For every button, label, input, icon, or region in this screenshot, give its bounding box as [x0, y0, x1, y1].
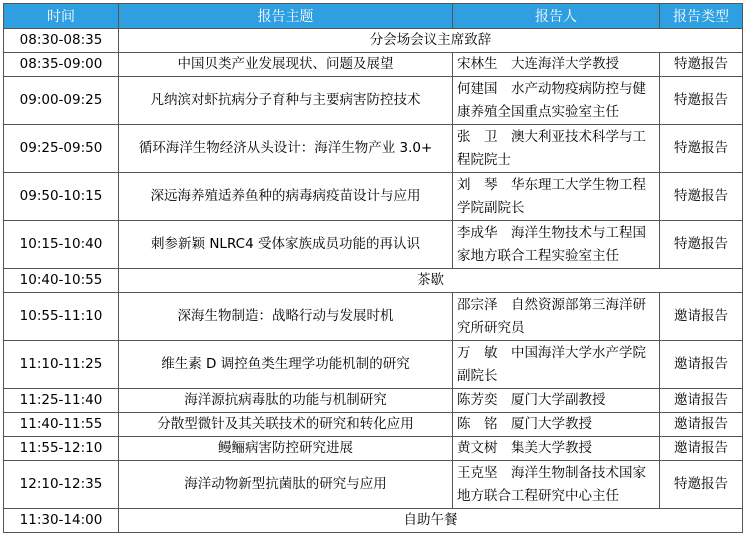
type-cell: 邀请报告: [660, 389, 743, 413]
table-row: [4, 221, 743, 269]
type-cell: 特邀报告: [660, 461, 743, 509]
time-cell: 09:25-09:50: [4, 125, 119, 173]
table-row: [4, 53, 743, 77]
table-row: [4, 461, 743, 509]
speaker-cell: 邵宗泽 自然资源部第三海洋研究所研究员: [453, 293, 660, 341]
speaker-cell: 陈 铭 厦门大学教授: [453, 413, 660, 437]
table-row: [4, 269, 743, 293]
speaker-cell: 万 敏 中国海洋大学水产学院副院长: [453, 341, 660, 389]
type-cell: 特邀报告: [660, 53, 743, 77]
header-topic: 报告主题: [119, 4, 453, 29]
type-cell: 邀请报告: [660, 437, 743, 461]
time-cell: 11:55-12:10: [4, 437, 119, 461]
header-row: [4, 4, 743, 29]
type-cell: 邀请报告: [660, 413, 743, 437]
table-row: [4, 389, 743, 413]
time-cell: 10:55-11:10: [4, 293, 119, 341]
time-cell: 10:15-10:40: [4, 221, 119, 269]
topic-cell: 循环海洋生物经济从头设计：海洋生物产业 3.0+: [119, 125, 453, 173]
session-cell: 分会场会议主席致辞: [119, 29, 743, 53]
header-type: 报告类型: [660, 4, 743, 29]
table-row: [4, 293, 743, 341]
table-row: [4, 341, 743, 389]
time-cell: 11:40-11:55: [4, 413, 119, 437]
speaker-cell: 刘 琴 华东理工大学生物工程学院副院长: [453, 173, 660, 221]
time-cell: 08:35-09:00: [4, 53, 119, 77]
topic-cell: 海洋动物新型抗菌肽的研究与应用: [119, 461, 453, 509]
session-cell: 自助午餐: [119, 509, 743, 533]
topic-cell: 深远海养殖适养鱼种的病毒病疫苗设计与应用: [119, 173, 453, 221]
topic-cell: 分散型微针及其关联技术的研究和转化应用: [119, 413, 453, 437]
type-cell: 邀请报告: [660, 341, 743, 389]
table-row: [4, 29, 743, 53]
table-row: [4, 77, 743, 125]
speaker-cell: 张 卫 澳大利亚技术科学与工程院院士: [453, 125, 660, 173]
speaker-cell: 王克坚 海洋生物制备技术国家地方联合工程研究中心主任: [453, 461, 660, 509]
agenda-table: [3, 3, 743, 533]
type-cell: 邀请报告: [660, 293, 743, 341]
type-cell: 特邀报告: [660, 173, 743, 221]
table-row: [4, 509, 743, 533]
topic-cell: 鳗鲡病害防控研究进展: [119, 437, 453, 461]
table-row: [4, 413, 743, 437]
time-cell: 09:00-09:25: [4, 77, 119, 125]
topic-cell: 凡纳滨对虾抗病分子育种与主要病害防控技术: [119, 77, 453, 125]
time-cell: 11:10-11:25: [4, 341, 119, 389]
type-cell: 特邀报告: [660, 221, 743, 269]
time-cell: 09:50-10:15: [4, 173, 119, 221]
time-cell: 08:30-08:35: [4, 29, 119, 53]
topic-cell: 维生素 D 调控鱼类生理学功能机制的研究: [119, 341, 453, 389]
speaker-cell: 陈芳奕 厦门大学副教授: [453, 389, 660, 413]
table-row: [4, 437, 743, 461]
time-cell: 12:10-12:35: [4, 461, 119, 509]
table-row: [4, 173, 743, 221]
topic-cell: 中国贝类产业发展现状、问题及展望: [119, 53, 453, 77]
speaker-cell: 李成华 海洋生物技术与工程国家地方联合工程实验室主任: [453, 221, 660, 269]
header-time: 时间: [4, 4, 119, 29]
topic-cell: 深海生物制造：战略行动与发展时机: [119, 293, 453, 341]
time-cell: 11:30-14:00: [4, 509, 119, 533]
speaker-cell: 宋林生 大连海洋大学教授: [453, 53, 660, 77]
type-cell: 特邀报告: [660, 77, 743, 125]
table-row: [4, 125, 743, 173]
header-speaker: 报告人: [453, 4, 660, 29]
topic-cell: 刺参新颖 NLRC4 受体家族成员功能的再认识: [119, 221, 453, 269]
time-cell: 10:40-10:55: [4, 269, 119, 293]
speaker-cell: 何建国 水产动物疫病防控与健康养殖全国重点实验室主任: [453, 77, 660, 125]
session-cell: 茶歇: [119, 269, 743, 293]
speaker-cell: 黄文树 集美大学教授: [453, 437, 660, 461]
time-cell: 11:25-11:40: [4, 389, 119, 413]
type-cell: 特邀报告: [660, 125, 743, 173]
topic-cell: 海洋源抗病毒肽的功能与机制研究: [119, 389, 453, 413]
